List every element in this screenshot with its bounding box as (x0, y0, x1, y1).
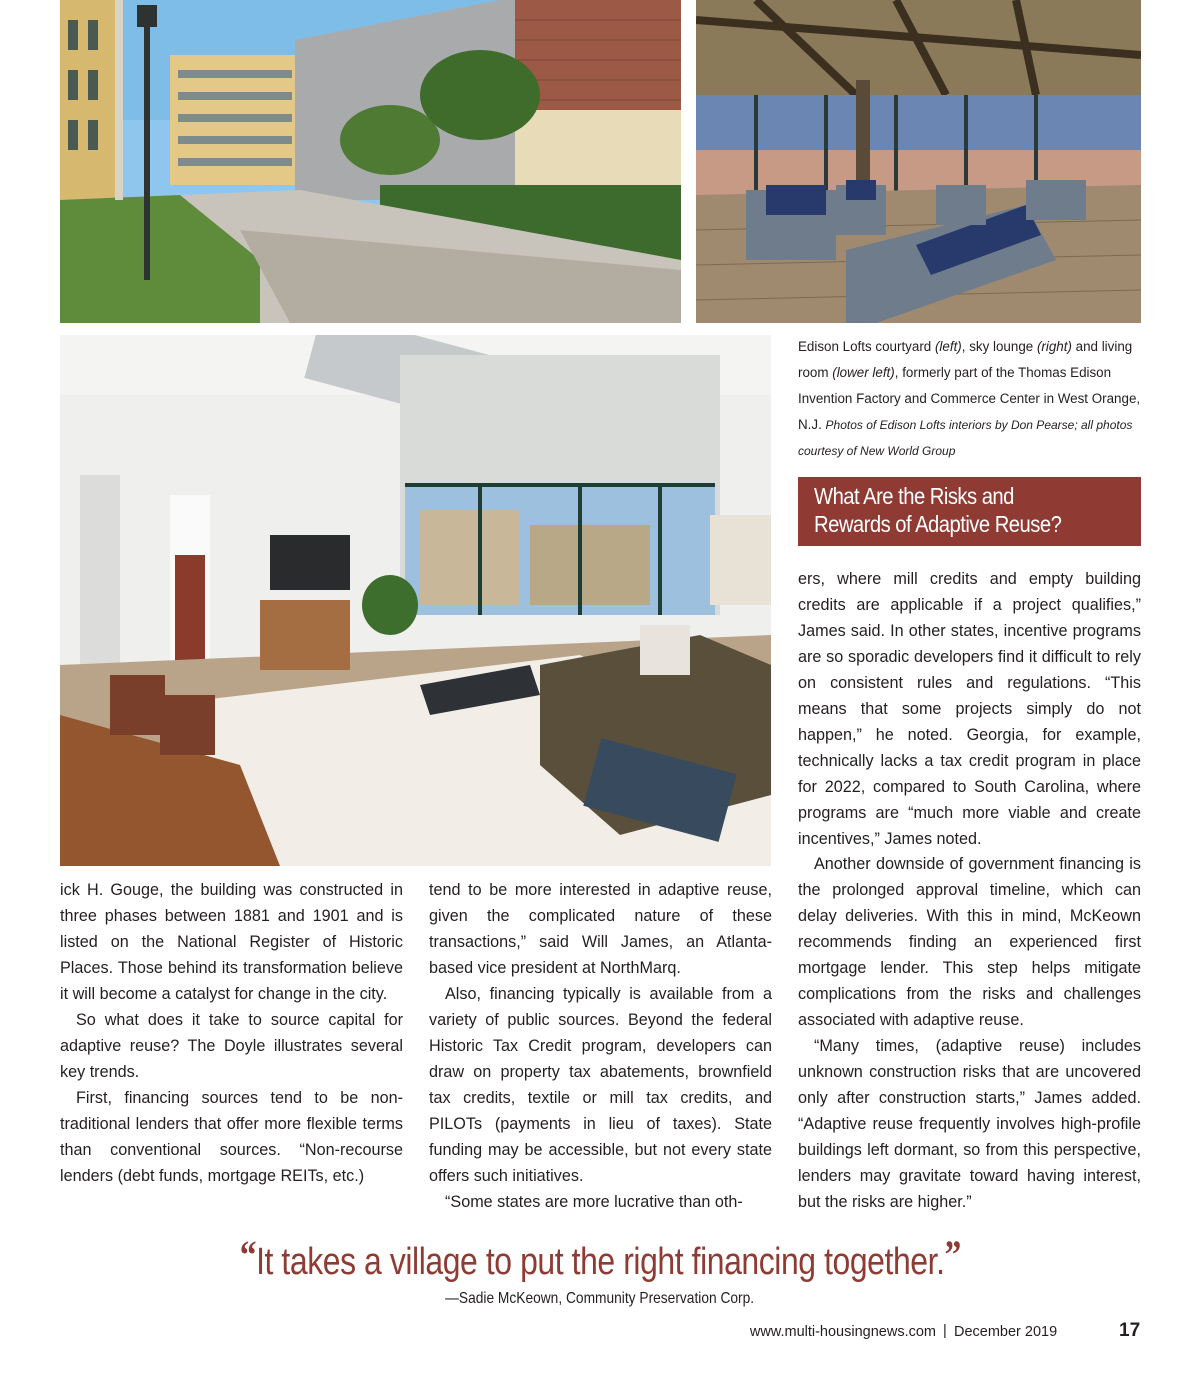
pull-quote-attribution (0, 1290, 1200, 1308)
article-column-3-top (798, 566, 1141, 852)
photo-caption (798, 334, 1142, 464)
sidebar-heading-line-2: Rewards of Adaptive Reuse? (814, 511, 1062, 537)
page-footer (0, 1322, 1200, 1344)
paragraph: Also, financing typically is available from a variety of public sources. Beyond the federal Historic Tax Credit program, developers can draw on property tax abatements, brownfield tax credits, textile or mill tax credits, and PILOTs (payments in lieu of taxes). State funding may be accessible, but not every state offers such initiatives. (429, 985, 772, 1185)
close-quote-mark: ” (944, 1232, 961, 1277)
paragraph: So what does it take to source capital for adaptive reuse? The Doyle illustrates several key trends. (60, 1011, 403, 1081)
caption-left-label: (left) (934, 339, 962, 354)
page-number: 17 (1119, 1320, 1141, 1341)
pull-quote (0, 1230, 1200, 1287)
caption-text: Edison Lofts courtyard (798, 339, 935, 354)
footer-url: www.multi-housingnews.com (749, 1324, 936, 1340)
caption-text: and living room (798, 339, 1133, 380)
paragraph: First, financing sources tend to be non-traditional lenders that offer more flexible terms than conventional sources. “Non-recourse lenders (debt funds, mortgage REITs, etc.) (60, 1089, 403, 1185)
caption-text: , sky lounge (961, 339, 1037, 354)
caption-text: , formerly part of the Thomas Edison Invention Factory and Commerce Center in West Orange, N.J. (798, 365, 1141, 432)
paragraph: ers, where mill credits and empty building credits are applicable if a project qualifies,” James said. In other states, incentive programs are so sporadic developers find it difficult to rely on consistent rules and regulations. “This means that some projects simply do not happen,” he noted. Georgia, for example, technically lacks a tax credit program in place for 2022, compared to South Carolina, where programs are “much more viable and create incentives,” James noted. (798, 570, 1141, 848)
sidebar-heading (798, 477, 1141, 546)
caption-right-label: (right) (1036, 339, 1072, 354)
sky-lounge-photo (696, 0, 1141, 323)
paragraph: ick H. Gouge, the building was constructed in three phases between 1881 and 1901 and is listed on the National Register of Historic Places. Those behind its transformation believe it will become a catalyst for change in the city. (60, 881, 403, 1003)
photo-credit: Photos of Edison Lofts interiors by Don Pearse; all photos courtesy of New World Group (798, 418, 1133, 458)
article-column-2 (429, 877, 772, 1215)
article-column-1 (60, 877, 403, 1189)
footer-separator: | (943, 1323, 947, 1339)
paragraph: tend to be more interested in adaptive reuse, given the complicated nature of these transactions,” said Will James, an Atlanta-based vice president at NorthMarq. (429, 881, 772, 977)
footer-issue-date: December 2019 (954, 1324, 1058, 1340)
sidebar-heading-line-1: What Are the Risks and (814, 483, 1014, 509)
open-quote-mark: “ (239, 1232, 256, 1277)
pull-quote-text: It takes a village to put the right financing together. (255, 1241, 945, 1283)
living-room-photo (60, 335, 771, 866)
courtyard-photo (60, 0, 681, 323)
paragraph: Another downside of government financing is the prolonged approval timeline, which can delay deliveries. With this in mind, McKeown recommends finding an experienced first mortgage lender. This step helps mitigate complications from the risks and challenges associated with adaptive reuse. (798, 855, 1141, 1029)
article-column-3-bottom (798, 851, 1141, 1215)
attribution-text: —Sadie McKeown, Community Preservation Corp. (445, 1290, 755, 1307)
paragraph: “Some states are more lucrative than oth- (445, 1193, 743, 1211)
caption-lower-left-label: (lower left) (832, 365, 895, 380)
paragraph: “Many times, (adaptive reuse) includes unknown construction risks that are uncovered only after construction starts,” James added. “Adaptive reuse frequently involves high-profile buildings left dormant, so from this perspective, lenders may gravitate toward having interest, but the risks are higher.” (798, 1037, 1141, 1211)
